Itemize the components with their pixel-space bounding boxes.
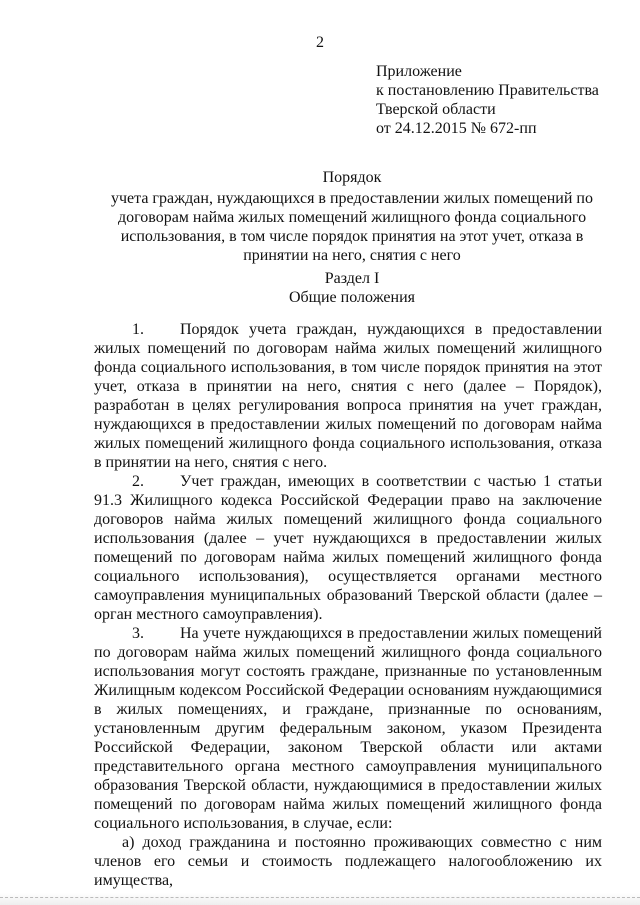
page-number: 2 (316, 34, 324, 51)
paragraph-text: На учете нуждающихся в предоставлении жилых помещений по договорам найма жилых помещений жилищного фонда социального использования могут состоять граждане, признанные по установленным Жилищным кодексом Российской Федерации основаниям нуждающимися в жилых помещениях, и граждане, признанные по основаниям, установленным другим федеральным законом, указом Президента Российской Федерации, законом Тверской области или актами представительного органа местного самоуправления муниципального образования Тверской области, нуждающимися в предоставлении жилых помещений по договорам найма жилых помещений жилищного фонда социального использования, в случае, если: (94, 625, 602, 832)
paragraph-text: Порядок учета граждан, нуждающихся в предоставлении жилых помещений по договорам найма жилых помещений жилищного фонда социального использования, в том числе порядок принятия на этот учет, отказа в принятии на него, снятия с него (далее – Порядок), разработан в целях регулирования вопроса принятия на учет граждан, нуждающихся в предоставлении жилых помещений по договорам найма жилых помещений жилищного фонда социального использования, отказа в принятии на него, снятия с него. (94, 321, 602, 471)
appendix-line: Приложение (376, 63, 462, 80)
appendix-header (376, 62, 599, 138)
paragraph (94, 472, 602, 624)
paragraph-number: 2. (132, 473, 144, 490)
appendix-line: от 24.12.2015 № 672-пп (376, 120, 537, 137)
document-body (94, 320, 602, 890)
section-name: Общие положения (288, 289, 416, 306)
list-item: а) доход гражданина и постоянно проживающих совместно с ним членов его семьи и стоимость подлежащего налогообложению их имущества, (94, 834, 602, 889)
paragraph (94, 320, 602, 472)
paragraph (94, 624, 602, 833)
title-word: Порядок (322, 169, 382, 186)
title-text: учета граждан, нуждающихся в предоставлении жилых помещений по договорам найма жилых помещений жилищного фонда социального использования, в том числе порядок принятия на этот учет, отказа в принятии на него, снятия с него (110, 190, 593, 264)
paragraph-number: 3. (132, 625, 144, 642)
appendix-line: Тверской области (376, 101, 496, 118)
scan-edge (0, 893, 640, 905)
section-number: Раздел I (324, 270, 380, 287)
section-heading (92, 269, 612, 307)
appendix-line: к постановлению Правительства (376, 82, 599, 99)
paragraph-number: 1. (132, 321, 144, 338)
paragraph-text: Учет граждан, имеющих в соответствии с частью 1 статьи 91.3 Жилищного кодекса Российской Федерации право на заключение договоров найма жилых помещений жилищного фонда социального использования (далее – учет нуждающихся в предоставлении жилых помещений по договорам найма жилых помещений жилищного фонда социального использования), осуществляется органами местного самоуправления муниципальных образований Тверской области (далее – орган местного самоуправления). (94, 473, 602, 623)
document-title (92, 168, 612, 265)
scan-artifact-line (0, 897, 640, 899)
